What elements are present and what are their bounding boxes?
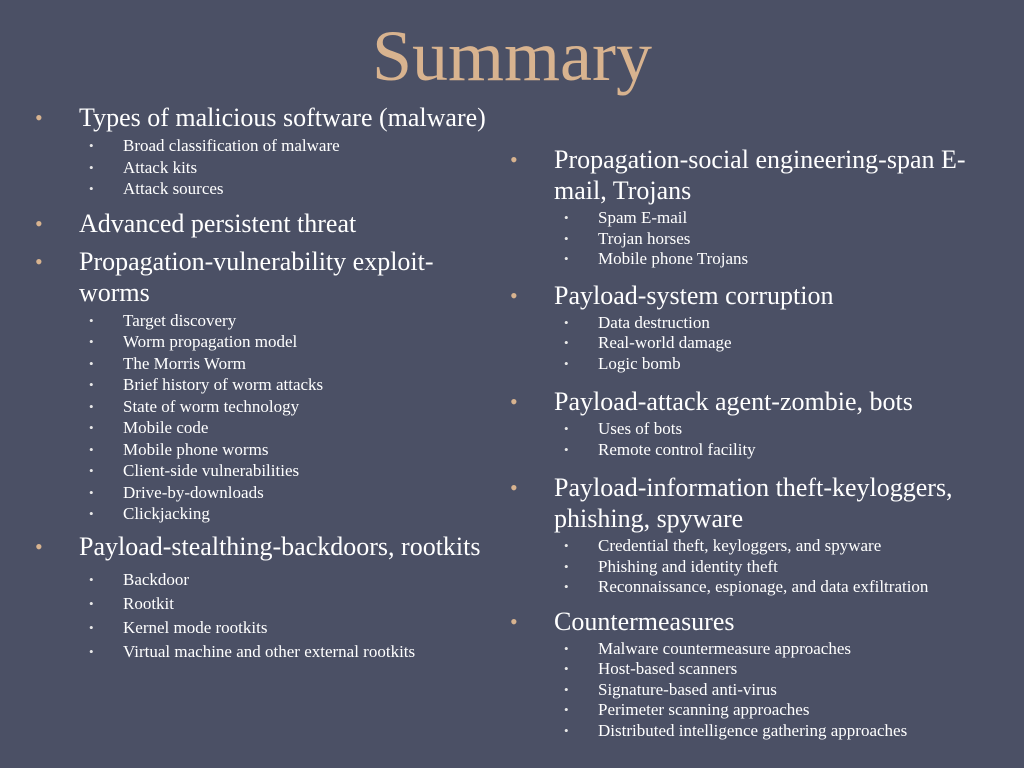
sub-item (554, 419, 1000, 440)
topic-label: Payload-stealthing-backdoors, rootkits (79, 531, 481, 561)
topic-label: Payload-system corruption (554, 280, 834, 310)
sub-item-label: Clickjacking (123, 504, 210, 523)
bullet-icon: • (35, 105, 43, 130)
sub-item-label: Drive-by-downloads (123, 482, 264, 502)
bullet-icon: • (564, 661, 569, 676)
sub-list (554, 208, 1000, 270)
sub-item (554, 536, 1000, 557)
sub-list (554, 536, 1000, 598)
sub-item (554, 659, 1000, 680)
bullet-icon: • (510, 475, 518, 500)
slide-title: Summary (372, 16, 652, 96)
topic-countermeasures (510, 606, 1000, 742)
bullet-icon: • (564, 538, 569, 553)
sub-item-label: Mobile phone worms (123, 439, 269, 459)
bullet-icon: • (89, 312, 94, 328)
sub-item-label: Uses of bots (598, 419, 683, 438)
sub-item (79, 396, 495, 418)
topic-worms (35, 246, 495, 525)
sub-item (79, 178, 495, 200)
sub-item-label: Spam E-mail (598, 208, 688, 227)
sub-item (79, 417, 495, 439)
sub-item-label: Phishing and identity theft (598, 556, 778, 576)
bullet-icon: • (35, 248, 43, 274)
bullet-icon: • (564, 640, 569, 656)
sub-item-label: Attack kits (123, 157, 198, 177)
sub-item (554, 577, 1000, 598)
bullet-icon: • (510, 608, 518, 634)
sub-item-label: Attack sources (123, 179, 224, 198)
sub-item (554, 440, 1000, 461)
sub-item-label: Host-based scanners (598, 659, 738, 678)
sub-item (554, 333, 1000, 354)
sub-item (554, 229, 1000, 250)
bullet-icon: • (89, 181, 94, 196)
bullet-icon: • (89, 484, 94, 500)
left-column-topics (35, 102, 495, 664)
bullet-icon: • (89, 571, 94, 587)
bullet-icon: • (564, 335, 569, 350)
sub-item-label: Mobile code (123, 418, 209, 437)
sub-item-label: Signature-based anti-virus (598, 679, 777, 699)
sub-item-label: Logic bomb (598, 353, 681, 373)
sub-item-label: Virtual machine and other external rootkits (123, 641, 416, 661)
sub-item-label: Remote control facility (598, 439, 756, 459)
sub-item (554, 208, 1000, 229)
sub-item-label: Mobile phone Trojans (598, 249, 749, 268)
bullet-icon: • (89, 643, 94, 659)
sub-list (79, 135, 495, 200)
bullet-icon: • (89, 463, 94, 478)
sub-item (79, 135, 495, 157)
sub-item-label: Perimeter scanning approaches (598, 700, 810, 719)
sub-item-label: Data destruction (598, 312, 710, 332)
sub-list (554, 313, 1000, 375)
bullet-icon: • (89, 159, 94, 175)
sub-item (79, 592, 495, 616)
bullet-icon: • (564, 251, 569, 266)
bullet-icon: • (89, 138, 94, 153)
topic-stealthing (35, 531, 495, 664)
bullet-icon: • (564, 441, 569, 457)
bullet-icon: • (564, 421, 569, 436)
sub-item-label: Reconnaissance, espionage, and data exfiltration (598, 577, 929, 596)
sub-item (79, 503, 495, 525)
bullet-icon: • (564, 558, 569, 574)
bullet-icon: • (564, 230, 569, 246)
sub-item (79, 568, 495, 592)
bullet-icon: • (564, 355, 569, 371)
topic-advanced-persistent-threat (35, 208, 495, 239)
topic-label: Countermeasures (554, 606, 735, 636)
topic-label: Payload-information theft-keyloggers, phishing, spyware (554, 473, 953, 533)
sub-item-label: Client-side vulnerabilities (123, 461, 300, 480)
sub-item (79, 374, 495, 396)
bullet-icon: • (564, 579, 569, 594)
sub-item (79, 157, 495, 179)
sub-item (554, 639, 1000, 660)
sub-item-label: Worm propagation model (123, 332, 298, 351)
bullet-icon: • (89, 595, 94, 611)
sub-item (79, 331, 495, 353)
sub-item-label: Trojan horses (598, 228, 691, 248)
bullet-icon: • (89, 334, 94, 349)
topic-label: Propagation-social engineering-span E-mail, Trojans (554, 145, 966, 205)
sub-item (554, 700, 1000, 721)
sub-item-label: Backdoor (123, 569, 190, 589)
topic-label: Advanced persistent threat (79, 208, 357, 238)
sub-item-label: Target discovery (123, 310, 237, 330)
sub-item (79, 640, 495, 664)
sub-item-label: Broad classification of malware (123, 136, 340, 155)
sub-item (554, 313, 1000, 334)
topic-attack-agent (510, 386, 1000, 460)
bullet-icon: • (510, 282, 518, 308)
sub-item-label: State of worm technology (123, 396, 300, 416)
sub-item (554, 557, 1000, 578)
sub-item (79, 616, 495, 640)
sub-item-label: Kernel mode rootkits (123, 617, 268, 637)
bullet-icon: • (564, 722, 569, 738)
bullet-icon: • (89, 619, 94, 635)
bullet-icon: • (564, 210, 569, 225)
sub-item (554, 354, 1000, 375)
bullet-icon: • (510, 389, 518, 414)
sub-item (554, 721, 1000, 742)
topic-label: Propagation-vulnerability exploit-worms (79, 246, 434, 307)
sub-item (79, 353, 495, 375)
sub-item (554, 249, 1000, 270)
sub-item (79, 460, 495, 482)
topic-social-engineering (510, 144, 1000, 270)
sub-item-label: Real-world damage (598, 333, 732, 352)
sub-item-label: Credential theft, keyloggers, and spyware (598, 536, 882, 555)
right-column-topics (510, 144, 1000, 750)
bullet-icon: • (510, 147, 518, 172)
bullet-icon: • (89, 377, 94, 392)
sub-item-label: Distributed intelligence gathering approaches (598, 720, 908, 740)
bullet-icon: • (89, 506, 94, 521)
sub-item (79, 439, 495, 461)
sub-list (554, 419, 1000, 460)
sub-item-label: Malware countermeasure approaches (598, 638, 851, 658)
sub-item (79, 482, 495, 504)
topic-system-corruption (510, 280, 1000, 375)
sub-item-label: The Morris Worm (123, 353, 246, 373)
topic-malware-types (35, 102, 495, 200)
sub-list (79, 568, 495, 664)
topic-information-theft (510, 472, 1000, 598)
bullet-icon: • (89, 398, 94, 414)
bullet-icon: • (89, 355, 94, 371)
sub-list (79, 310, 495, 525)
topic-label: Payload-attack agent-zombie, bots (554, 387, 913, 416)
bullet-icon: • (564, 314, 569, 330)
sub-item (554, 680, 1000, 701)
sub-item-label: Brief history of worm attacks (123, 375, 324, 394)
bullet-icon: • (89, 441, 94, 457)
sub-item-label: Rootkit (123, 593, 175, 613)
bullet-icon: • (564, 681, 569, 697)
topic-label: Types of malicious software (malware) (79, 103, 486, 132)
bullet-icon: • (35, 210, 43, 236)
bullet-icon: • (89, 420, 94, 435)
bullet-icon: • (564, 702, 569, 717)
sub-item (79, 310, 495, 332)
sub-list (554, 639, 1000, 742)
bullet-icon: • (35, 533, 43, 559)
